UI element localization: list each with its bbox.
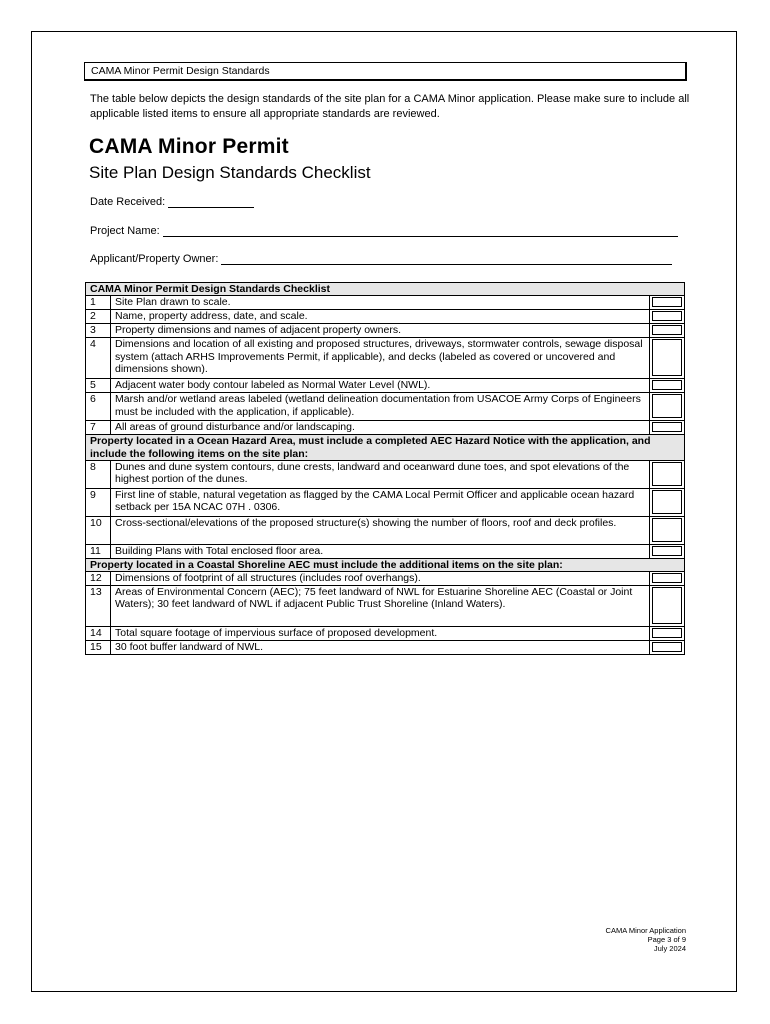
item-text: Site Plan drawn to scale. bbox=[111, 296, 650, 310]
item-text: Marsh and/or wetland areas labeled (wetland delineation documentation from USACOE Army Corps of Engineers must be included with the application, if applicable). bbox=[111, 393, 650, 421]
checklist-row bbox=[86, 421, 685, 435]
footer-date: July 2024 bbox=[653, 944, 686, 953]
checklist-row bbox=[86, 393, 685, 421]
item-checkbox[interactable] bbox=[652, 422, 682, 432]
item-number: 8 bbox=[86, 460, 111, 488]
checklist-row bbox=[86, 641, 685, 655]
date-received-input-line[interactable] bbox=[168, 196, 254, 208]
item-checkbox[interactable] bbox=[652, 339, 682, 376]
item-number: 13 bbox=[86, 586, 111, 627]
date-received-field bbox=[90, 196, 254, 208]
item-checkbox[interactable] bbox=[652, 380, 682, 390]
applicant-field bbox=[90, 253, 672, 265]
page-title: CAMA Minor Permit bbox=[89, 135, 289, 158]
item-text: Property dimensions and names of adjacent property owners. bbox=[111, 324, 650, 338]
item-checkbox[interactable] bbox=[652, 573, 682, 583]
page-subtitle: Site Plan Design Standards Checklist bbox=[89, 163, 371, 182]
item-text: Cross-sectional/elevations of the proposed structure(s) showing the number of floors, roof and deck profiles. bbox=[111, 516, 650, 544]
item-checkbox[interactable] bbox=[652, 462, 682, 486]
item-number: 2 bbox=[86, 310, 111, 324]
item-checkbox[interactable] bbox=[652, 546, 682, 556]
item-checkbox[interactable] bbox=[652, 587, 682, 624]
checklist-row bbox=[86, 586, 685, 627]
item-checkbox[interactable] bbox=[652, 490, 682, 514]
project-name-input-line[interactable] bbox=[163, 225, 678, 237]
item-text: 30 foot buffer landward of NWL. bbox=[111, 641, 650, 655]
item-text: All areas of ground disturbance and/or landscaping. bbox=[111, 421, 650, 435]
applicant-input-line[interactable] bbox=[221, 253, 672, 265]
item-checkbox[interactable] bbox=[652, 518, 682, 542]
item-number: 7 bbox=[86, 421, 111, 435]
item-number: 5 bbox=[86, 379, 111, 393]
document-header: CAMA Minor Permit Design Standards bbox=[84, 62, 687, 81]
checklist-row bbox=[86, 338, 685, 379]
coastal-shoreline-section-heading: Property located in a Coastal Shoreline AEC must include the additional items on the site plan: bbox=[86, 558, 685, 571]
project-name-label: Project Name: bbox=[90, 225, 160, 237]
item-number: 15 bbox=[86, 641, 111, 655]
design-standards-checklist bbox=[85, 282, 685, 655]
item-number: 4 bbox=[86, 338, 111, 379]
checklist-row bbox=[86, 488, 685, 516]
item-checkbox[interactable] bbox=[652, 394, 682, 418]
checklist-row bbox=[86, 379, 685, 393]
footer-page-number: Page 3 of 9 bbox=[647, 935, 686, 944]
item-number: 10 bbox=[86, 516, 111, 544]
checklist-row bbox=[86, 572, 685, 586]
checklist-row bbox=[86, 310, 685, 324]
checklist-row bbox=[86, 516, 685, 544]
applicant-label: Applicant/Property Owner: bbox=[90, 253, 219, 265]
item-checkbox[interactable] bbox=[652, 325, 682, 335]
item-text: Adjacent water body contour labeled as Normal Water Level (NWL). bbox=[111, 379, 650, 393]
item-number: 9 bbox=[86, 488, 111, 516]
item-text: Dimensions of footprint of all structures (includes roof overhangs). bbox=[111, 572, 650, 586]
checklist-row bbox=[86, 460, 685, 488]
item-checkbox[interactable] bbox=[652, 628, 682, 638]
item-text: Total square footage of impervious surface of proposed development. bbox=[111, 627, 650, 641]
page-footer bbox=[606, 926, 686, 953]
project-name-field bbox=[90, 225, 678, 237]
date-received-label: Date Received: bbox=[90, 196, 166, 208]
item-number: 11 bbox=[86, 544, 111, 558]
checklist-row bbox=[86, 627, 685, 641]
checklist-row bbox=[86, 324, 685, 338]
item-number: 6 bbox=[86, 393, 111, 421]
item-text: Dunes and dune system contours, dune crests, landward and oceanward dune toes, and spot elevations of the highest portion of the dunes. bbox=[111, 460, 650, 488]
item-text: Areas of Environmental Concern (AEC); 75 feet landward of NWL for Estuarine Shoreline AEC (Coastal or Joint Waters); 30 feet landward of NWL if adjacent Public Trust Shoreline (Inland Waters). bbox=[111, 586, 650, 627]
checklist-row bbox=[86, 544, 685, 558]
checklist-row bbox=[86, 296, 685, 310]
ocean-hazard-section-heading: Property located in a Ocean Hazard Area, must include a completed AEC Hazard Notice with the application, and include the following items on the site plan: bbox=[86, 435, 685, 461]
footer-document-name: CAMA Minor Application bbox=[605, 926, 686, 935]
item-checkbox[interactable] bbox=[652, 642, 682, 652]
item-checkbox[interactable] bbox=[652, 297, 682, 307]
item-number: 12 bbox=[86, 572, 111, 586]
item-text: First line of stable, natural vegetation as flagged by the CAMA Local Permit Officer and applicable ocean hazard setback per 15A NCAC 07H . 0306. bbox=[111, 488, 650, 516]
item-number: 14 bbox=[86, 627, 111, 641]
item-text: Building Plans with Total enclosed floor area. bbox=[111, 544, 650, 558]
item-number: 1 bbox=[86, 296, 111, 310]
item-number: 3 bbox=[86, 324, 111, 338]
checklist-heading: CAMA Minor Permit Design Standards Checklist bbox=[86, 283, 685, 296]
item-text: Dimensions and location of all existing and proposed structures, driveways, stormwater controls, sewage disposal system (attach ARHS Improvements Permit, if applicable), and decks (labeled as covered or uncovered and dimensions shown). bbox=[111, 338, 650, 379]
intro-paragraph: The table below depicts the design standards of the site plan for a CAMA Minor application. Please make sure to include all applicable listed items to ensure all appropriate standards are reviewed. bbox=[90, 93, 690, 120]
item-text: Name, property address, date, and scale. bbox=[111, 310, 650, 324]
item-checkbox[interactable] bbox=[652, 311, 682, 321]
